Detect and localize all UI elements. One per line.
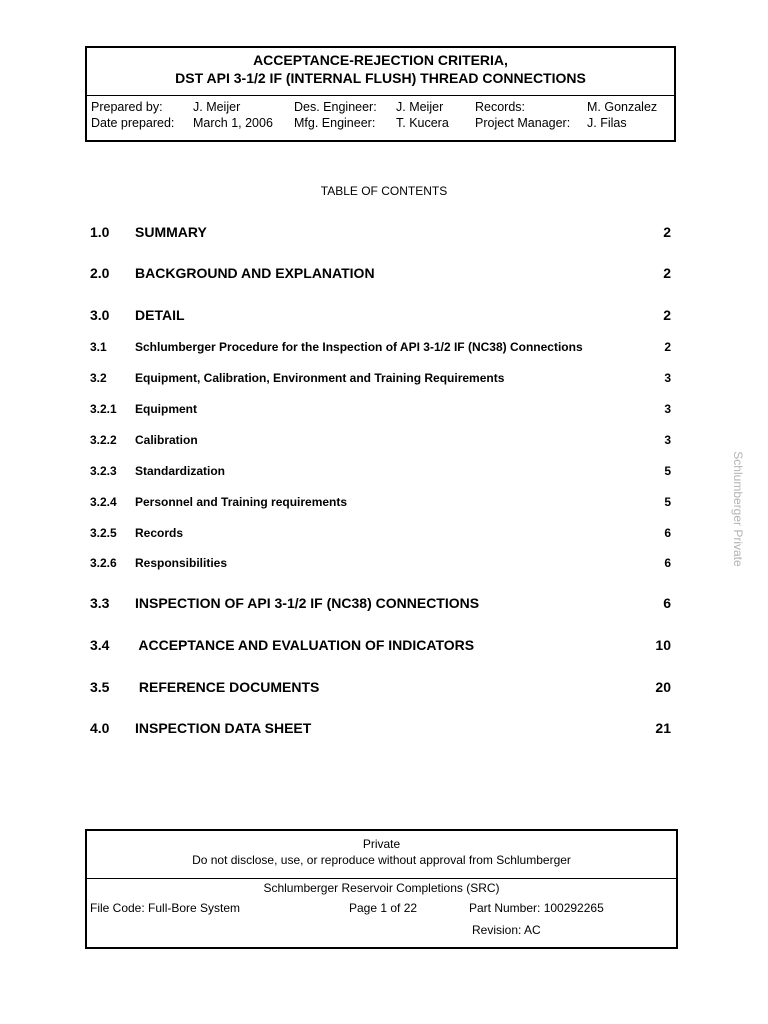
toc-entry-title: Equipment [135, 402, 197, 416]
toc-entry-number: 3.1 [90, 340, 107, 354]
toc-entry-page: 2 [663, 224, 671, 240]
toc-entry-title: Personnel and Training requirements [135, 495, 348, 509]
part-number: Part Number: 100292265 [469, 901, 604, 915]
toc-entry-inspection-connections[interactable] [90, 595, 671, 613]
toc-entry-number: 1.0 [90, 224, 110, 240]
toc-entry-standardization[interactable] [90, 464, 671, 482]
toc-entry-equipment[interactable] [90, 402, 671, 420]
toc-entry-title: DETAIL [135, 307, 185, 323]
title-line-2: DST API 3-1/2 IF (INTERNAL FLUSH) THREAD CONNECTIONS [175, 70, 586, 86]
toc-entry-title: REFERENCE DOCUMENTS [135, 679, 320, 695]
company-name: Schlumberger Reservoir Completions (SRC) [263, 881, 500, 895]
toc-entry-title: Responsibilities [135, 556, 228, 570]
toc-entry-number: 3.4 [90, 637, 110, 653]
toc-entry-number: 3.2.2 [90, 433, 117, 447]
document-title [87, 48, 674, 96]
toc-entry-page: 5 [664, 495, 671, 509]
toc-entry-page: 10 [655, 637, 671, 653]
toc-entry-number: 3.2.4 [90, 495, 117, 509]
toc-entry-number: 3.5 [90, 679, 110, 695]
toc-entry-title: Standardization [135, 464, 226, 478]
records-value: M. Gonzalez [587, 100, 658, 114]
toc-entry-page: 2 [663, 265, 671, 281]
toc-entry-number: 3.0 [90, 307, 110, 323]
toc-entry-page: 2 [663, 307, 671, 323]
toc-entry-inspection-procedure[interactable] [90, 340, 671, 358]
toc-entry-page: 3 [664, 371, 671, 385]
records-label: Records: [475, 100, 526, 114]
mfg-engineer-label: Mfg. Engineer: [294, 116, 376, 130]
toc-entry-detail[interactable] [90, 307, 671, 325]
toc-entry-data-sheet[interactable] [90, 720, 671, 738]
toc-entry-records[interactable] [90, 526, 671, 544]
toc-entry-title: ACCEPTANCE AND EVALUATION OF INDICATORS [135, 637, 475, 653]
toc-entry-summary[interactable] [90, 224, 671, 242]
des-engineer-value: J. Meijer [396, 100, 444, 114]
toc-entry-page: 20 [655, 679, 671, 695]
toc-entry-number: 3.2.1 [90, 402, 117, 416]
date-prepared-label: Date prepared: [91, 116, 175, 130]
toc-entry-title: INSPECTION OF API 3-1/2 IF (NC38) CONNECTIONS [135, 595, 480, 611]
toc-entry-page: 6 [664, 526, 671, 540]
toc-entry-page: 6 [664, 556, 671, 570]
toc-heading: TABLE OF CONTENTS [320, 184, 448, 198]
title-line-1: ACCEPTANCE-REJECTION CRITERIA, [253, 52, 508, 68]
prepared-by-label: Prepared by: [91, 100, 163, 114]
date-prepared-value: March 1, 2006 [193, 116, 273, 130]
toc-entry-acceptance[interactable] [90, 637, 671, 655]
file-code: File Code: Full-Bore System [90, 901, 241, 915]
toc-entry-title: Calibration [135, 433, 198, 447]
document-header [85, 46, 676, 142]
toc-entry-title: Equipment, Calibration, Environment and Training Requirements [135, 371, 505, 385]
toc-entry-number: 3.2.5 [90, 526, 117, 540]
toc-entry-title: Records [135, 526, 184, 540]
project-manager-label: Project Manager: [475, 116, 571, 130]
toc-entry-page: 3 [664, 402, 671, 416]
confidentiality-notice [87, 831, 676, 879]
classification-watermark: Schlumberger Private [731, 451, 745, 567]
toc-entry-page: 6 [663, 595, 671, 611]
toc-entry-equipment-requirements[interactable] [90, 371, 671, 389]
toc-entry-title: BACKGROUND AND EXPLANATION [135, 265, 375, 281]
toc-entry-number: 2.0 [90, 265, 110, 281]
toc-entry-page: 3 [664, 433, 671, 447]
toc-entry-title: SUMMARY [135, 224, 207, 240]
toc-entry-reference-documents[interactable] [90, 679, 671, 697]
toc-entry-number: 3.3 [90, 595, 110, 611]
toc-entry-calibration[interactable] [90, 433, 671, 451]
toc-entry-number: 4.0 [90, 720, 110, 736]
disclosure-notice: Do not disclose, use, or reproduce without approval from Schlumberger [192, 853, 571, 867]
toc-entry-page: 5 [664, 464, 671, 478]
toc-entry-responsibilities[interactable] [90, 556, 671, 574]
project-manager-value: J. Filas [587, 116, 627, 130]
revision: Revision: AC [472, 923, 541, 937]
page-number: Page 1 of 22 [349, 901, 418, 915]
toc-entry-background[interactable] [90, 265, 671, 283]
toc-entry-number: 3.2.3 [90, 464, 117, 478]
toc-entry-number: 3.2.6 [90, 556, 117, 570]
toc-entry-page: 2 [664, 340, 671, 354]
private-label: Private [362, 837, 401, 851]
toc-entry-title: Schlumberger Procedure for the Inspection of API 3-1/2 IF (NC38) Connections [135, 340, 583, 354]
toc-entry-personnel[interactable] [90, 495, 671, 513]
toc-entry-page: 21 [655, 720, 671, 736]
toc-entry-number: 3.2 [90, 371, 107, 385]
des-engineer-label: Des. Engineer: [294, 100, 377, 114]
prepared-by-value: J. Meijer [193, 100, 241, 114]
toc-entry-title: INSPECTION DATA SHEET [135, 720, 312, 736]
mfg-engineer-value: T. Kucera [396, 116, 449, 130]
document-footer [85, 829, 678, 949]
